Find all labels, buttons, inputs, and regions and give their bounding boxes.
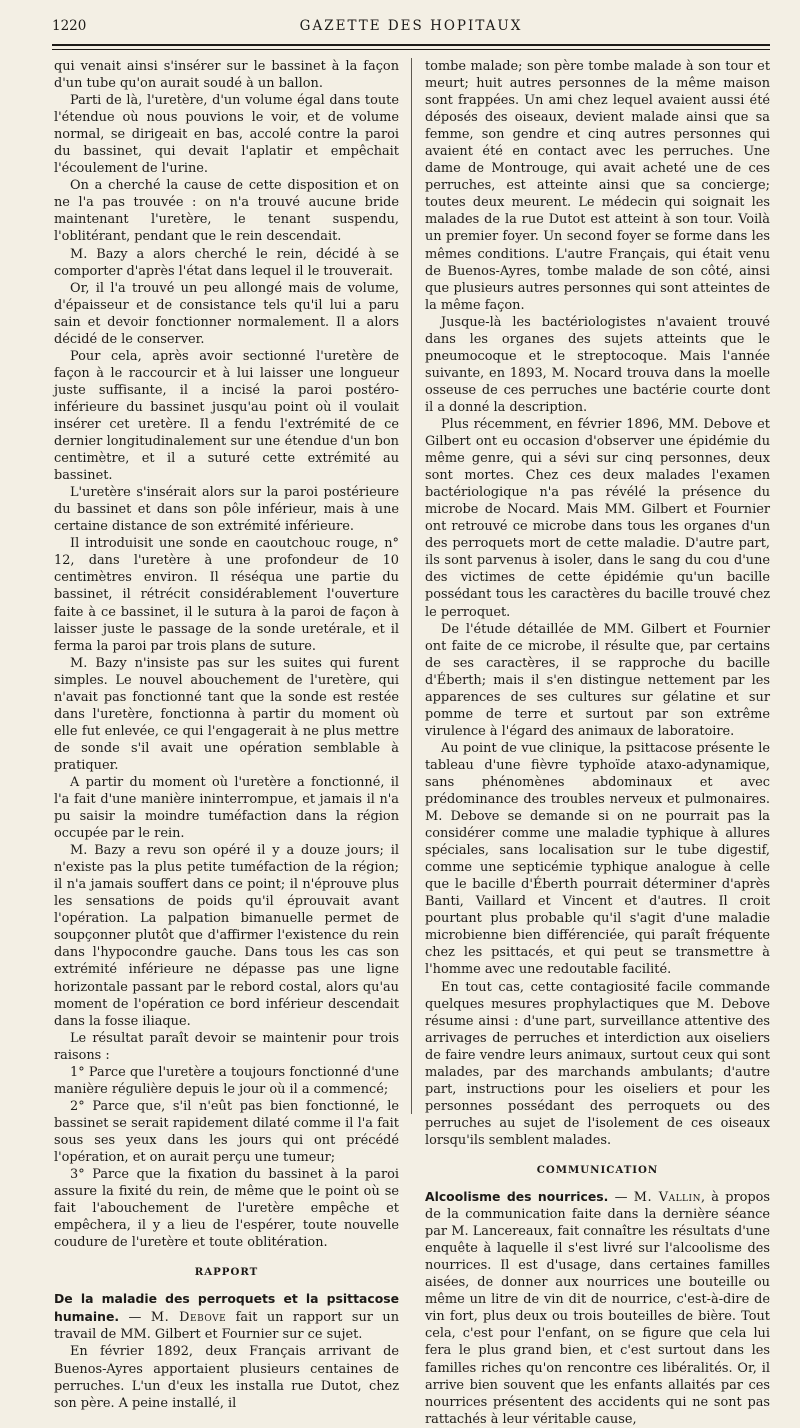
article-lead-text: , à propos de la communication faite dans la dernière séance par M. Lancereaux, fait connaître les résultats d'une enquête à laquelle il s'est livré sur l'alcoolisme des nourrices. Il est d'usage, dans certaines familles aisées, de donner aux nourrices une bouteille ou même un litre de vin dit de nourrice, c'est-à-dire de vin fort, plus deux ou trois bouteilles de bière. Tout cela, c'est pour l'enfant, on se figure que cela lui fera le plus grand bien, et c'est surtout dans les familles riches qu'on rencontre ces libéralités. Or, il arrive bien souvent que les enfants allaités par ces nourrices présentent des accidents qui ne sont pas rattachés à leur véritable cause, <box>425 1190 771 1427</box>
header-rule-thick <box>52 44 770 46</box>
page-number: 1220 <box>52 18 87 34</box>
title-dash: — <box>119 1310 151 1326</box>
paragraph: Plus récemment, en février 1896, MM. Debove et Gilbert ont eu occasion d'observer une épidémie du même genre, qui a sévi sur cinq personnes, deux sont mortes. Chez ces deux malades l'examen bactériologique n'a pas révélé la présence du microbe de Nocard. Mais MM. Gilbert et Fournier ont retrouvé ce microbe dans tous les organes d'un des perroquets mort de cette maladie. D'autre part, ils sont parvenus à isoler, dans le sang du cou d'une des victimes de cette épidémie qu'un bacille possédant tous les caractères du bacille trouvé chez le perroquet. <box>425 416 770 620</box>
paragraph: On a cherché la cause de cette disposition et on ne l'a pas trouvée : on n'a trouvé aucune bride maintenant l'uretère, le tenant suspendu, l'oblitérant, pendant que le rein descendait. <box>54 178 399 245</box>
section-heading-communication: COMMUNICATION <box>536 1164 659 1176</box>
article-author: M. Vallin <box>633 1190 701 1206</box>
article-title: De la maladie des perroquets et la psittacose humaine. <box>54 1291 399 1325</box>
article-lead-text: fait un rapport sur un travail de MM. Gilbert et Fournier sur ce sujet. <box>54 1310 399 1343</box>
paragraph: 3° Parce que la fixation du bassinet à la paroi assure la fixité du rein, de même que le point où se fait l'abouchement de l'uretère empêche et empêchera, il y a lieu de l'espérer, toute nouvelle coudure de l'uretère et toute oblitération. <box>54 1167 399 1251</box>
paragraph: M. Bazy n'insiste pas sur les suites qui furent simples. Le nouvel abouchement de l'uretère, qui n'avait pas fonctionné tant que la sonde est restée dans l'uretère, fonctionna à partir du moment où elle fut enlevée, ce qui l'engagerait à ne plus mettre de sonde s'il avait une opération semblable à pratiquer. <box>54 655 399 773</box>
paragraph: tombe malade; son père tombe malade à son tour et meurt; huit autres personnes de la même maison sont frappées. Un ami chez lequel avaient aussi été déposés des oiseaux, devient malade ainsi que sa femme, son gendre et cinq autres personnes qui avaient été en contact avec les perruches. Une dame de Montrouge, qui avait acheté une de ces perruches, est atteinte ainsi que sa concierge; toutes deux meurent. Le médecin qui soignait les malades de la rue Dutot est atteint à son tour. Voilà un premier foyer. Un second foyer se forme dans les mêmes conditions. L'autre Français, qui était venu de Buenos-Ayres, tombe malade de son côté, ainsi que plusieurs autres personnes qui sont atteintes de la même façon. <box>425 59 770 313</box>
paragraph: Au point de vue clinique, la psittacose présente le tableau d'une fièvre typhoïde ataxo-adynamique, sans phénomènes abdominaux et avec prédominance des troubles nerveux et pulmonaires. M. Debove se demande si on ne pourrait pas la considérer comme une maladie typhique à allures spéciales, sans localisation sur le tube digestif, comme une septicémie typhique analogue à celle que le bacille d'Éberth pourrait déterminer d'après Banti, Vaillard et Vincent et d'autres. Il croit pourtant plus probable qu'il s'agit d'une maladie microbienne bien différenciée, qui paraît fréquente chez les psittacés, et qui peut se transmettre à l'homme avec une redoutable facilité. <box>425 740 770 978</box>
paragraph: Or, il l'a trouvé un peu allongé mais de volume, d'épaisseur et de consistance tels qu'il lui a paru sain et devoir fonctionner normalement. Il a alors décidé de le conserver. <box>54 280 399 347</box>
paragraph: A partir du moment où l'uretère a fonctionné, il l'a fait d'une manière ininterrompue, et jamais il n'a pu saisir la moindre tuméfaction dans la région occupée par le rein. <box>54 774 399 842</box>
article-lead-alcoolisme <box>425 1188 770 1428</box>
paragraph: 1° Parce que l'uretère a toujours fonctionné d'une manière régulière depuis le jour où il a commencé; <box>54 1064 399 1097</box>
paragraph: 2° Parce que, s'il n'eût pas bien fonctionné, le bassinet se serait rapidement dilaté comme il l'a fait sous ses yeux dans les jours qui ont précédé l'opération, et on aurait perçu une tumeur; <box>54 1098 399 1165</box>
running-title: GAZETTE DES HOPITAUX <box>299 18 523 34</box>
header-rule-thin <box>52 49 770 50</box>
column-divider <box>411 58 412 1114</box>
right-column <box>425 58 771 1427</box>
paragraph: Il introduisit une sonde en caoutchouc rouge, n° 12, dans l'uretère à une profondeur de 10 centimètres environ. Il réséqua une partie du bassinet, il rétrécit considérablement l'ouverture faite à ce bassinet, il le sutura à la paroi de façon à laisser juste le passage de la sonde uretérale, et il ferma la paroi par trois plans de suture. <box>54 536 399 654</box>
article-title: Alcoolisme des nourrices. <box>425 1189 609 1205</box>
paragraph: En février 1892, deux Français arrivant de Buenos-Ayres apportaient plusieurs centaines de perruches. L'un d'eux les installa rue Dutot, chez son père. A peine installé, il <box>54 1344 399 1411</box>
section-heading-rapport: RAPPORT <box>194 1266 259 1279</box>
paragraph: M. Bazy a alors cherché le rein, décidé à se comporter d'après l'état dans lequel il le trouverait. <box>54 246 399 279</box>
paragraph: En tout cas, cette contagiosité facile commande quelques mesures prophylactiques que M. Debove résume ainsi : d'une part, surveillance attentive des arrivages de perruches et interdiction aux oiseliers de faire vendre leurs animaux, surtout ceux qui sont malades, par des marchands ambulants; d'autre part, instructions pour les oiseliers et pour les personnes possédant des perroquets ou des perruches au sujet de l'isolement de ces oiseaux lorsqu'ils semblent malades. <box>425 979 770 1148</box>
left-column <box>54 58 399 1411</box>
title-dash: — <box>608 1190 634 1206</box>
page-header <box>52 16 770 38</box>
paragraph: Jusque-là les bactériologistes n'avaient trouvé dans les organes des sujets atteints que le pneumocoque et le streptocoque. Mais l'année suivante, en 1893, M. Nocard trouva dans la moelle osseuse de ces perruches une bactérie courte dont il a donné la description. <box>425 314 770 415</box>
paragraph: Le résultat paraît devoir se maintenir pour trois raisons : <box>54 1030 399 1063</box>
paragraph: M. Bazy a revu son opéré il y a douze jours; il n'existe pas la plus petite tuméfaction de la région; il n'a jamais souffert dans ce point; il n'éprouve plus les sensations de poids qu'il éprouvait avant l'opération. La palpation bimanuelle permet de soupçonner plutôt que d'affirmer l'existence du rein dans l'hypocondre gauche. Dans tous les cas son extrémité inférieure ne dépasse pas une ligne horizontale passant par le rebord costal, alors qu'au moment de l'opération ce bord inférieur descendait dans la fosse iliaque. <box>54 843 399 1029</box>
paragraph: De l'étude détaillée de MM. Gilbert et Fournier ont faite de ce microbe, il résulte que, par certains de ses caractères, il se rapproche du bacille d'Éberth; mais il s'en distingue nettement par les apparences de ses cultures sur gélatine et sur pomme de terre et surtout par son extrême virulence à l'égard des animaux de laboratoire. <box>425 621 770 739</box>
paragraph: Parti de là, l'uretère, d'un volume égal dans toute l'étendue où nous pouvions le voir, et de volume normal, se dirigeait en bas, accolé contre la paroi du bassinet, qui devait l'aplatir et empêchait l'écoulement de l'urine. <box>54 93 399 177</box>
article-author: M. Debove <box>150 1310 227 1326</box>
paragraph: qui venait ainsi s'insérer sur le bassinet à la façon d'un tube qu'on aurait soudé à un ballon. <box>54 59 399 92</box>
paragraph: L'uretère s'insérait alors sur la paroi postérieure du bassinet et dans son pôle inférieur, mais à une certaine distance de son extrémité inférieure. <box>54 485 399 535</box>
paragraph: Pour cela, après avoir sectionné l'uretère de façon à le raccourcir et à lui laisser une longueur juste suffisante, il a incisé la paroi postéro-inférieure du bassinet jusqu'au point où il voulait insérer cet uretère. Il a fendu l'extrémité de ce dernier longitudinalement sur une étendue d'un bon centimètre, et il a suturé cette extrémité au bassinet. <box>54 348 399 484</box>
article-lead-psittacose <box>54 1290 399 1343</box>
